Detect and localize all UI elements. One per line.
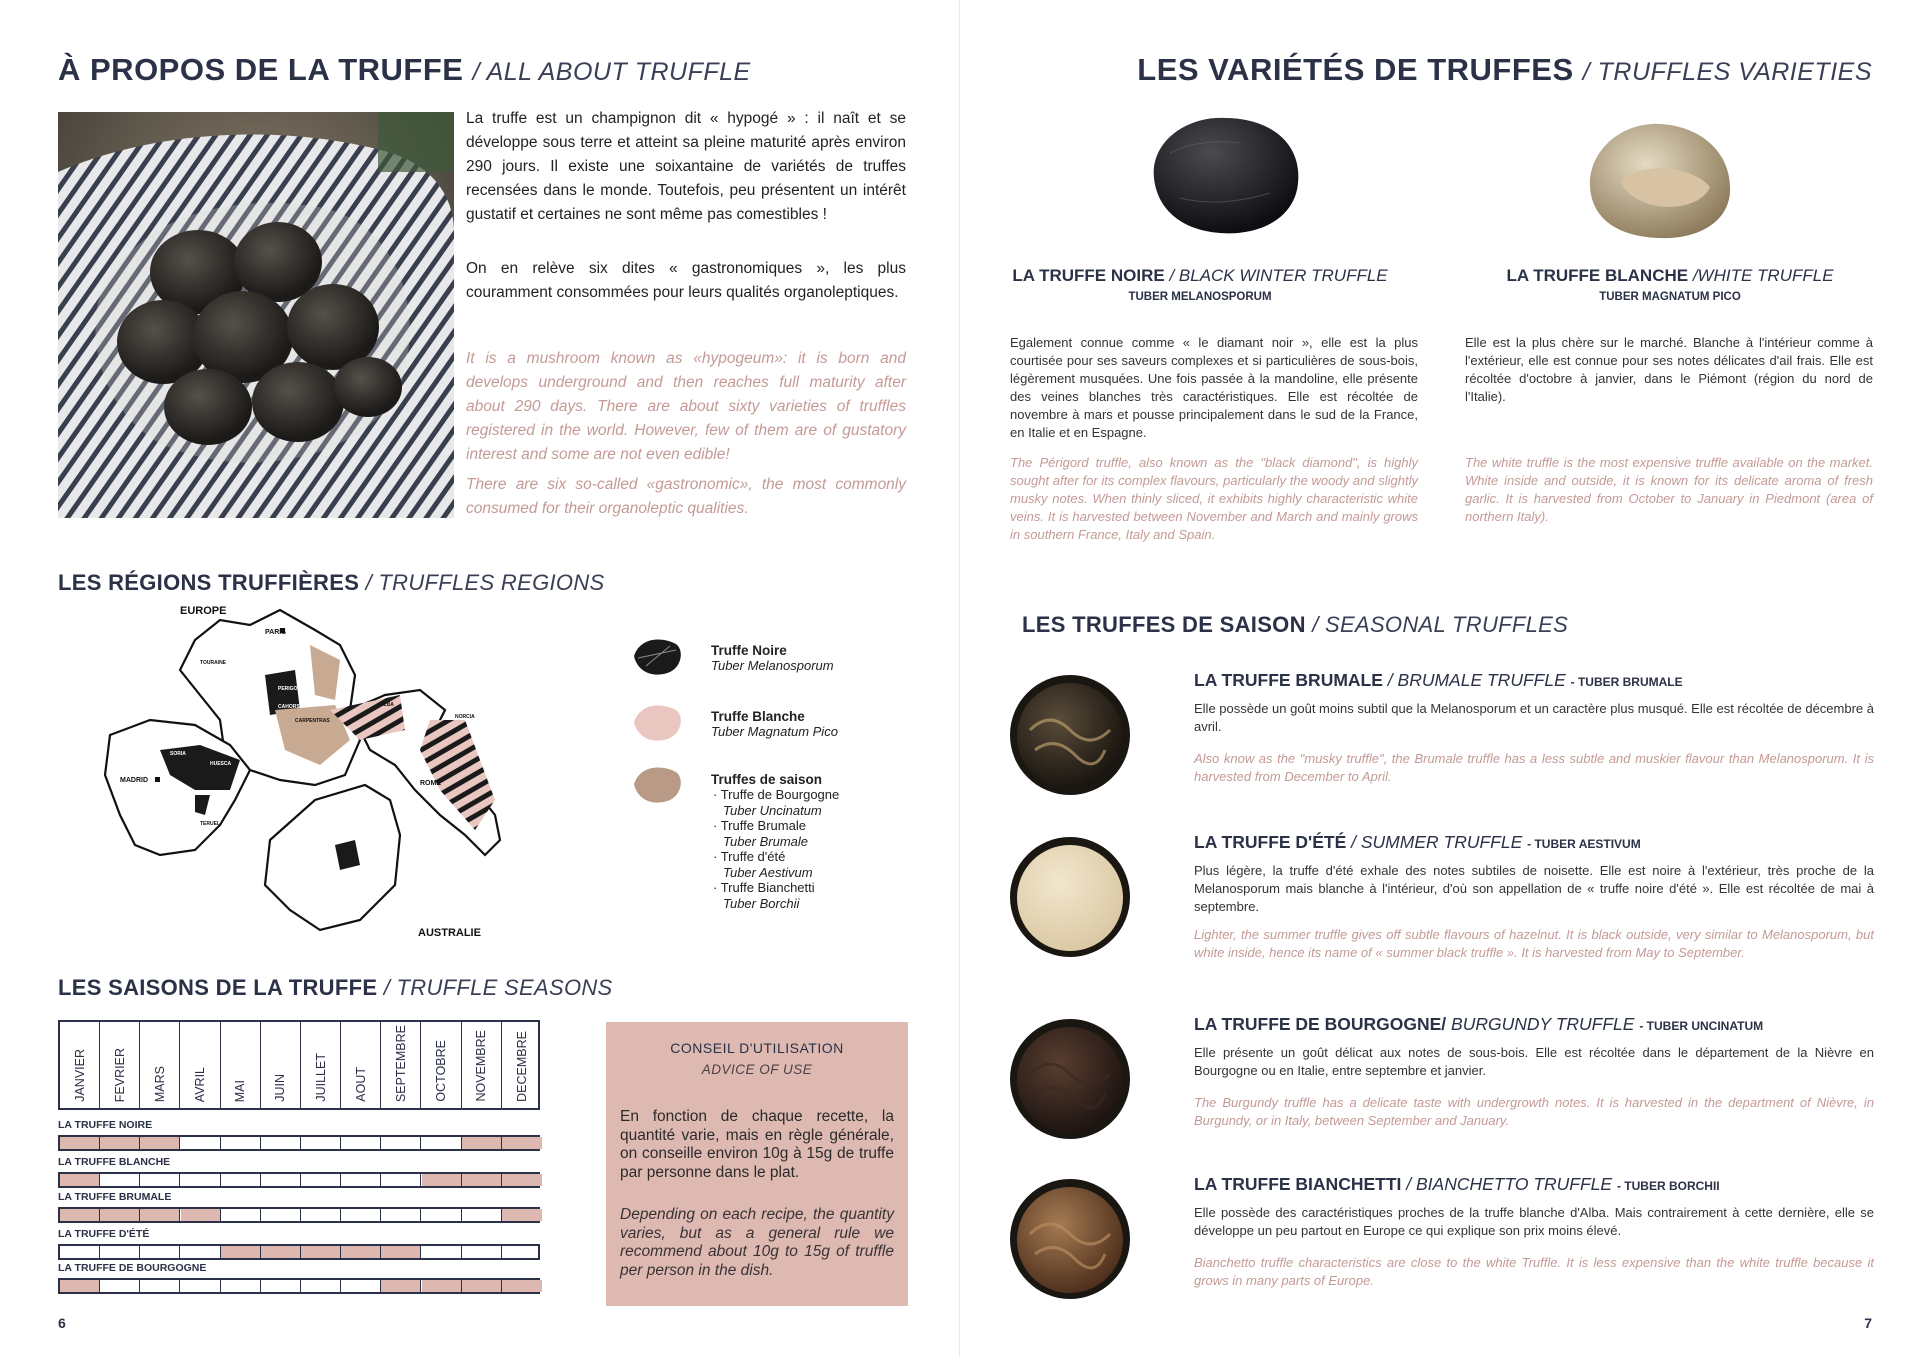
season-cell [181,1209,221,1221]
season-cell [462,1280,502,1292]
month-cell [462,1022,502,1108]
map-label-australie: AUSTRALIE [418,927,481,939]
season-row-label: LA TRUFFE DE BOURGOGNE [58,1262,207,1274]
season-cell [181,1137,221,1149]
black-truffle-leaf-icon [630,636,684,676]
season-cell [221,1137,261,1149]
month-label: JUILLET [313,1053,328,1102]
seasonal-list-name: · Truffe de Bourgogne [713,787,840,802]
map-label-touraine: TOURAINE [200,660,227,666]
seasons-title-en: / TRUFFLE SEASONS [383,975,613,1000]
europe-australia-map [100,600,560,940]
season-cell [181,1246,221,1258]
intro-fr-2: On en relève six dites « gastronomiques », les plus couramment consommées pour leurs qualités organoleptiques. [466,260,906,301]
legend-black-name: Truffe Noire [711,643,787,658]
season-cell [100,1174,140,1186]
legend-white [711,709,838,739]
month-cell [140,1022,180,1108]
seasons-title [58,975,613,1001]
seasonal-truffle-fr: Elle présente un goût délicat aux notes de sous-bois. Elle est récoltée dans le département de la Nièvre en Bourgogne ou en Italie, entre septembre et janvier. [1194,1045,1874,1078]
advice-title: CONSEIL D'UTILISATION [670,1040,844,1056]
season-cell [181,1280,221,1292]
season-cell [221,1174,261,1186]
map-label-alba: ALBA [380,702,394,708]
seasonal-list-name: · Truffe Bianchetti [713,880,815,895]
month-label: AOUT [353,1067,368,1102]
seasonal-list-name: · Truffe d'été [713,849,786,864]
season-cell [261,1174,301,1186]
season-cell [261,1280,301,1292]
seasonal-title-fr: LA TRUFFE BRUMALE [1194,670,1383,690]
season-row-label: LA TRUFFE BRUMALE [58,1191,172,1203]
season-cell [261,1246,301,1258]
seasons-title-fr: LES SAISONS DE LA TRUFFE [58,975,378,1000]
white-title-en: /WHITE TRUFFLE [1692,266,1834,285]
season-row-label: LA TRUFFE D'ÉTÉ [58,1228,150,1240]
season-cell [381,1280,421,1292]
season-cell [502,1137,542,1149]
season-cell [422,1137,462,1149]
season-cell [381,1174,421,1186]
seasonal-truffle-fr: Elle possède un goût moins subtil que la Melanosporum et un caractère plus musqué. Elle est récoltée de décembre à avril. [1194,701,1874,734]
white-truffle-fr: Elle est la plus chère sur le marché. Blanche à l'intérieur comme à l'extérieur, elle est connue pour ses notes délicates d'ail frais. Elle est récoltée d'octobre à janvier, dans le Piémont (région du nord de l'Italie). [1465,335,1873,404]
season-cell [221,1280,261,1292]
truffle-basket-illustration [58,112,454,518]
month-cell [261,1022,301,1108]
season-cell [261,1137,301,1149]
seasonal-truffle-photo [1005,1014,1135,1144]
map-label-carpentras: CARPENTRAS [295,718,330,724]
map-label-paris: PARIS [265,629,286,636]
season-row-label: LA TRUFFE BLANCHE [58,1156,171,1168]
seasonal-title-en: / SUMMER TRUFFLE [1351,832,1523,852]
seasonal-truffle-title [1194,832,1641,853]
page-title-right [1137,52,1872,88]
season-cell [60,1137,100,1149]
seasonal-title-fr: LA TRUFFE D'ÉTÉ [1194,832,1347,852]
page-number-left: 6 [58,1315,66,1331]
season-cell [502,1174,542,1186]
season-cell [502,1246,542,1258]
truffle-basket-photo [58,112,454,518]
seasonal-truffle-en: Lighter, the summer truffle gives off subtle flavours of hazelnut. It is black outside, very similar to Melanosporum, but white inside, hence its name of « summer black truffle ». It is harvested from May to September. [1194,927,1874,960]
season-cell [341,1280,381,1292]
seasonal-title [1022,612,1568,638]
seasonal-truffle-title [1194,1174,1720,1195]
map-label-huesca: HUESCA [210,761,232,767]
season-cell [502,1209,542,1221]
regions-title-en: / TRUFFLES REGIONS [365,570,605,595]
legend-black-latin: Tuber Melanosporum [711,658,834,673]
month-cell [301,1022,341,1108]
advice-fr: En fonction de chaque recette, la quantité varie, mais en règle générale, on conseille environ 10g à 15g de truffe par personne dans le plat. [620,1108,894,1181]
map-label-rome: ROME [420,780,441,787]
month-label: SEPTEMBRE [393,1024,408,1102]
seasonal-truffle-photo [1005,670,1135,800]
month-cell [341,1022,381,1108]
seasonal-list-item [713,880,891,911]
black-title-fr: LA TRUFFE NOIRE [1012,266,1165,285]
map-label-perigord: PERIGORD [278,686,305,692]
season-cell [100,1246,140,1258]
black-truffle-fr: Egalement connue comme « le diamant noir », elle est la plus courtisée pour ses saveurs complexes et si particulières de sous-bois, légèrement musquées. Une fois passée à la mandoline, elle présente des veines blanches très caractéristiques. Elle est récoltée de novembre à mars et pousse principalement dans le sud de la France, en Italie et en Espagne. [1010,335,1418,440]
month-label: MARS [152,1065,167,1102]
black-title-en: / BLACK WINTER TRUFFLE [1169,266,1388,285]
map-label-madrid: MADRID [120,777,148,784]
season-cell [221,1246,261,1258]
month-cell [221,1022,261,1108]
map-label-teruel: TERUEL [200,821,220,827]
advice-box [606,1022,908,1306]
season-cell [261,1209,301,1221]
season-row [58,1278,540,1294]
season-cell [100,1280,140,1292]
season-cell [60,1209,100,1221]
season-cell [301,1174,341,1186]
season-cell [301,1246,341,1258]
season-cell [462,1174,502,1186]
intro-en-2: There are six so-called «gastronomic», the most commonly consumed for their organoleptic qualities. [466,476,906,517]
season-cell [140,1246,180,1258]
month-label: FEVRIER [112,1047,127,1102]
season-cell [462,1246,502,1258]
month-label: OCTOBRE [434,1040,449,1102]
seasonal-truffle-photo [1005,1174,1135,1304]
black-truffle-en: The Périgord truffle, also known as the "black diamond", is highly sought after for its complex flavours, particularly the woody and slightly musky notes. When thinly sliced, it exhibits highly characteristic white veins. It is harvested between November and March and mainly grows in southern France, Italy and Spain. [1010,455,1418,542]
seasonal-latin: - TUBER UNCINATUM [1639,1019,1764,1033]
map-label-europe: EUROPE [180,605,227,617]
seasonal-list-latin: Tuber Aestivum [723,864,813,880]
title-fr: À PROPOS DE LA TRUFFE [58,52,464,87]
seasonal-truffle-en: Bianchetto truffle characteristics are close to the white Truffle. It is less expensive than the white truffle because it grows in many parts of Europe. [1194,1255,1874,1288]
seasonal-truffle-title [1194,670,1683,691]
white-truffle-leaf-icon [630,702,684,742]
month-cell [381,1022,421,1108]
seasonal-truffle-photo [1005,832,1135,962]
regions-title-fr: LES RÉGIONS TRUFFIÈRES [58,570,360,595]
season-cell [422,1246,462,1258]
seasonal-latin: - TUBER BRUMALE [1570,675,1683,689]
seasonal-list-latin: Tuber Borchii [723,895,800,911]
seasonal-title-fr: LES TRUFFES DE SAISON [1022,612,1306,637]
season-cell [140,1137,180,1149]
season-cell [381,1246,421,1258]
month-header [58,1020,540,1110]
season-cell [181,1174,221,1186]
seasonal-truffle-leaf-icon [630,764,684,804]
seasonal-truffle-fr: Elle possède des caractéristiques proches de la truffe blanche d'Alba. Mais contrairement à cette dernière, elle se développe un peu partout en Europe ce qui explique son prix moins élevé. [1194,1205,1874,1238]
white-title-fr: LA TRUFFE BLANCHE [1506,266,1689,285]
season-row [58,1135,540,1151]
season-row [58,1244,540,1260]
map-label-cahors: CAHORS [278,704,300,710]
season-cell [422,1280,462,1292]
season-cell [381,1209,421,1221]
season-cell [140,1280,180,1292]
seasonal-list-latin: Tuber Uncinatum [723,802,822,818]
seasonal-list-item [713,818,891,849]
seasonal-list-latin: Tuber Brumale [723,833,809,849]
map-label-norcia: NORCIA [455,714,475,720]
season-cell [502,1280,542,1292]
season-cell [301,1209,341,1221]
regions-title [58,570,604,596]
season-cell [60,1280,100,1292]
intro-fr-1: La truffe est un champignon dit « hypogé » : il naît et se développe sous terre et atteint sa pleine maturité après environ 290 jours. Il existe une soixantaine de variétés de truffes recensées dans le monde. Toutefois, peu présentent un intérêt gustatif et certaines ne sont même pas comestibles ! [466,110,906,223]
season-cell [422,1174,462,1186]
legend-seasonal-name: Truffes de saison [711,772,823,787]
month-cell [60,1022,100,1108]
season-cell [341,1209,381,1221]
white-truffle-title [1460,266,1880,286]
season-cell [381,1137,421,1149]
season-row [58,1172,540,1188]
seasonal-list [711,787,891,911]
seasonal-truffle-en: Also know as the "musky truffle", the Brumale truffle has a less subtle and muskier flavour than Melanosporum. It is harvested from December to April. [1194,751,1874,784]
legend-black [711,643,834,673]
black-truffle-title [1010,266,1390,286]
season-row-label: LA TRUFFE NOIRE [58,1119,153,1131]
seasonal-title-en: / BRUMALE TRUFFLE [1387,670,1566,690]
seasonal-list-name: · Truffe Brumale [713,818,806,833]
advice-en: Depending on each recipe, the quantity varies, but as a general rule we recommend about 10g to 15g of truffle per person in the dish. [620,1206,894,1279]
season-row [58,1207,540,1223]
season-cell [140,1174,180,1186]
legend-white-latin: Tuber Magnatum Pico [711,724,838,739]
season-cell [422,1209,462,1221]
season-cell [341,1174,381,1186]
page-title-left [58,52,751,88]
white-truffle-latin: TUBER MAGNATUM PICO [1599,291,1741,303]
season-cell [60,1246,100,1258]
advice-sub: ADVICE OF USE [701,1062,813,1077]
page-number-right: 7 [1864,1315,1872,1331]
month-label: JUIN [273,1074,288,1102]
month-cell [502,1022,542,1108]
season-cell [462,1137,502,1149]
black-truffle-photo [1140,108,1310,238]
season-cell [100,1209,140,1221]
seasonal-list-item [713,787,891,818]
season-cell [341,1246,381,1258]
month-label: AVRIL [193,1066,208,1102]
season-cell [462,1209,502,1221]
month-cell [100,1022,140,1108]
title-en: / ALL ABOUT TRUFFLE [472,58,751,86]
legend-white-name: Truffe Blanche [711,709,805,724]
seasonal-title-en: / SEASONAL TRUFFLES [1312,612,1569,637]
map-label-soria: SORIA [170,751,186,757]
season-cell [341,1137,381,1149]
intro-en-1: It is a mushroom known as «hypogeum»: it is born and develops underground and then reaches full maturity after about 290 days. There are about sixty varieties of truffles registered in the world. However, few of them are of gustatory interest and some are not even edible! [466,350,906,463]
title-right-en: / TRUFFLES VARIETIES [1582,58,1872,86]
month-label: NOVEMBRE [474,1030,489,1102]
seasonal-title-en: / BIANCHETTO TRUFFLE [1406,1174,1613,1194]
white-truffle-photo [1580,112,1740,242]
month-label: MAI [233,1079,248,1102]
month-label: DECEMBRE [514,1031,529,1102]
seasonal-title-en: BURGUNDY TRUFFLE [1451,1014,1635,1034]
seasonal-list-item [713,849,891,880]
right-page [960,0,1920,1357]
title-right-fr: LES VARIÉTÉS DE TRUFFES [1137,52,1574,87]
regions-map [100,600,560,940]
season-cell [140,1209,180,1221]
season-cell [221,1209,261,1221]
season-cell [301,1137,341,1149]
seasonal-truffle-title [1194,1014,1763,1035]
seasonal-latin: - TUBER AESTIVUM [1527,837,1641,851]
month-cell [422,1022,462,1108]
seasonal-truffle-fr: Plus légère, la truffe d'été exhale des notes subtiles de noisette. Elle est noire à l'extérieur, très proche de la Melanosporum mais blanche à l'intérieur, d'où son appellation de « truffe noire d'été ». Elle est récoltée de mai à septembre. [1194,863,1874,914]
month-label: JANVIER [72,1049,87,1102]
season-cell [100,1137,140,1149]
month-cell [181,1022,221,1108]
legend-seasonal [711,772,891,911]
white-truffle-en: The white truffle is the most expensive truffle available on the market. White inside and outside, it is known for its delicate aroma of fresh garlic. It is harvested from October to January in Piedmont (area of northern Italy). [1465,455,1873,524]
seasonal-title-fr: LA TRUFFE BIANCHETTI [1194,1174,1402,1194]
season-cell [301,1280,341,1292]
season-cell [60,1174,100,1186]
seasonal-latin: - TUBER BORCHII [1616,1179,1720,1193]
seasonal-title-fr: LA TRUFFE DE BOURGOGNE/ [1194,1014,1447,1034]
black-truffle-latin: TUBER MELANOSPORUM [1128,291,1272,303]
seasonal-truffle-en: The Burgundy truffle has a delicate taste with undergrowth notes. It is harvested in the department of Nièvre, in Burgundy, or in Italy, between September and January. [1194,1095,1874,1128]
